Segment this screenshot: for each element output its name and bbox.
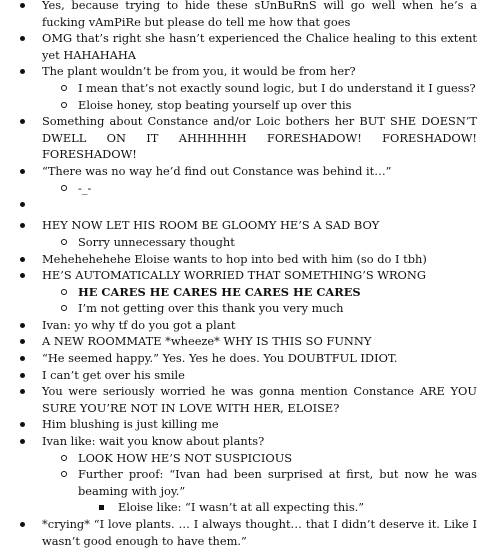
list-item-text: Ivan: yo why tf do you got a plant [42,317,236,332]
sub-list-item-text: -_- [78,180,92,195]
sub-list [41,234,477,251]
sub-list [41,180,477,197]
list-item-text: OMG that’s right she hasn’t experienced the Chalice healing to this extent yet HAHAHAHA [42,31,477,62]
list-item-text: “There was no way he’d find out Constance was behind it…” [42,163,392,178]
list-item-text: Ivan like: wait you know about plants? [42,434,265,449]
list-item-text: HEY NOW LET HIS ROOM BE GLOOMY HE’S A SAD BOY [42,218,380,233]
list-item [0,516,493,549]
list-item [0,383,493,416]
list-item-text: Mehehehehehe Eloise wants to hop into bed with him (so do I tbh) [42,251,427,266]
list-item [0,217,493,250]
list-item [0,367,493,384]
list-item [0,350,493,367]
sub-list-item [41,450,477,467]
list-item [0,267,493,317]
list-item-text: I can’t get over his smile [42,367,185,382]
list-item [0,251,493,268]
list-item-text: *crying* “I love plants. … I always thought… that I didn’t deserve it. Like I wasn’t good enough to have them.” [42,517,477,548]
list-item [0,113,493,163]
sub-list-item-text: Eloise honey, stop beating yourself up over this [78,97,352,112]
list-item [0,0,493,30]
list-item [0,317,493,334]
sub-list-item [41,80,477,97]
sub-list-item [41,300,477,317]
sub-list-item-text: I’m not getting over this thank you very much [78,301,344,316]
list-item-text: The plant wouldn’t be from you, it would be from her? [42,64,356,79]
sub-list-item [41,180,477,197]
list-item-empty [0,196,493,217]
list-item [0,433,493,516]
sub-sub-list [78,499,477,516]
list-item [0,163,493,196]
sub-list-item-text-bold: HE CARES HE CARES HE CARES HE CARES [78,284,361,299]
list-item-text: Yes, because trying to hide these sUnBuRnS will go well when he’s a fucking vAmPiRe but please do tell me how that goes [42,0,477,29]
list-item [0,30,493,63]
sub-list-item [41,466,477,516]
list-item [0,333,493,350]
list-item-text: You were seriously worried he was gonna mention Constance ARE YOU SURE YOU’RE NOT IN LOVE WITH HER, ELOISE? [42,384,477,415]
sub-list [41,284,477,317]
sub-list-item [41,284,477,301]
sub-list-item [41,234,477,251]
sub-list-item-text: Further proof: “Ivan had been surprised at first, but now he was beaming with joy.” [78,467,477,498]
list-item-text: A NEW ROOMMATE *wheeze* WHY IS THIS SO FUNNY [42,334,372,349]
list-item-text: “He seemed happy.” Yes. Yes he does. You DOUBTFUL IDIOT. [42,351,398,366]
sub-list-item [41,97,477,114]
sub-list-item-text: LOOK HOW HE’S NOT SUSPICIOUS [78,450,293,465]
sub-list [41,450,477,516]
list-item-text: HE’S AUTOMATICALLY WORRIED THAT SOMETHING’S WRONG [42,268,426,283]
list-item [0,63,493,113]
sub-list-item-text: Sorry unnecessary thought [78,234,235,249]
sub-sub-list-item [78,499,477,516]
sub-list-item-text: I mean that’s not exactly sound logic, but I do understand it I guess? [78,80,476,95]
list-item [0,416,493,433]
sub-list [41,80,477,113]
list-item-text: Something about Constance and/or Loic bothers her BUT SHE DOESN’T DWELL ON IT AHHHHHH FORESHADOW! FORESHADOW! FORESHADOW! [42,114,477,162]
sub-sub-list-item-text: Eloise like: “I wasn’t at all expecting this.” [118,500,365,515]
list-item-text: Him blushing is just killing me [42,417,219,432]
